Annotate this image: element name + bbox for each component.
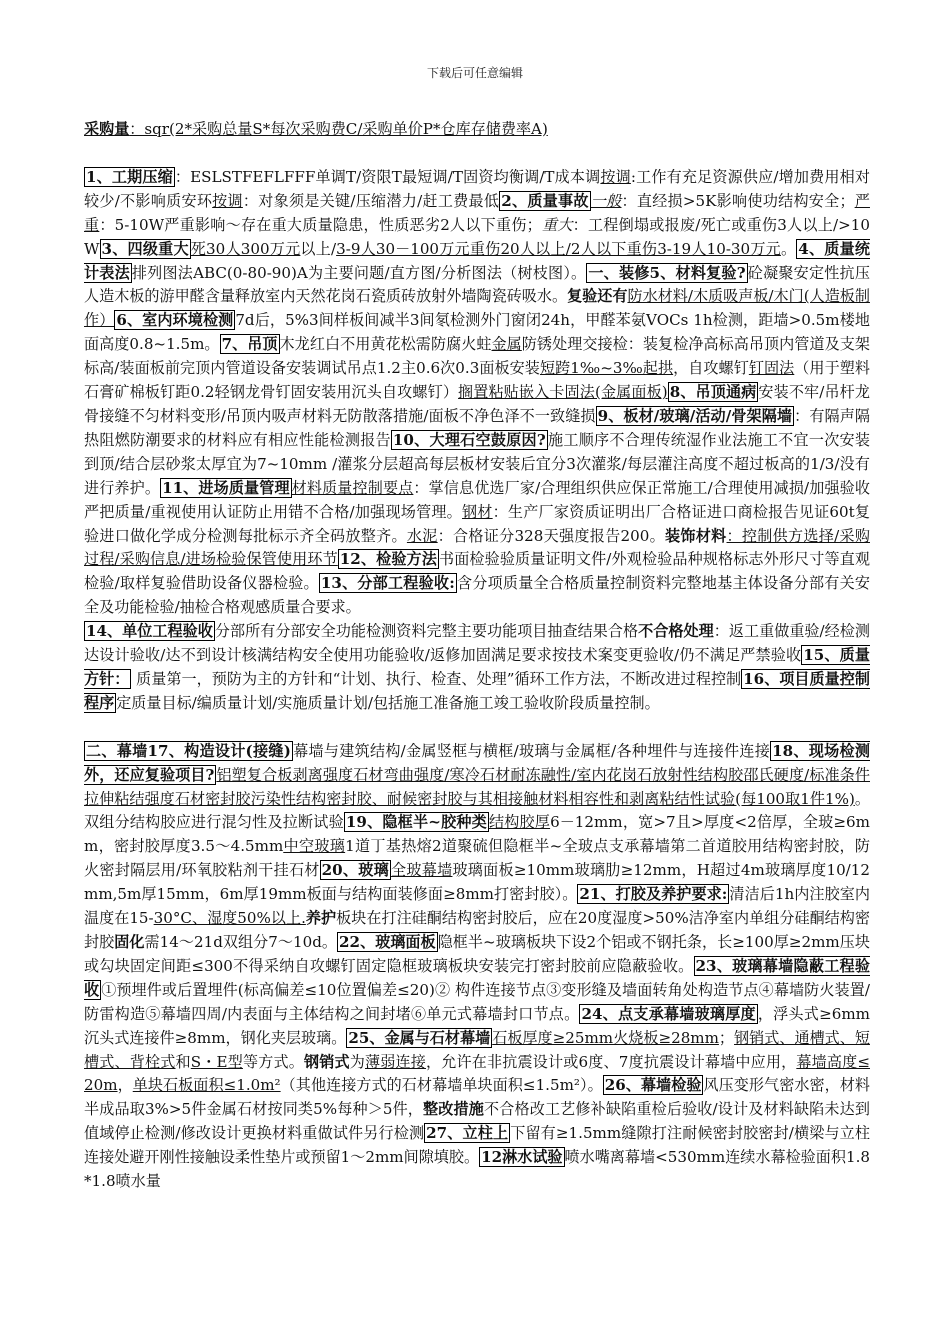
text-span: 钢销式、通槽式、短槽式、背栓式 (84, 1028, 870, 1071)
heading-point-supported-glass: 24、点支承幕墙玻璃厚度 (581, 1004, 756, 1023)
text-span: 重大 (541, 215, 573, 234)
text-span: ，允许在非抗震设计或6度、7度抗震设计幕墙中应用， (426, 1052, 797, 1071)
header-note: 下载后可任意编辑 (426, 66, 523, 80)
heading-quality-control-procedure: 16、项目质量控制程序 (84, 669, 870, 712)
paragraph-gap (84, 716, 870, 740)
text-span: ：直经损>5K影响使功结构安全； (621, 191, 855, 210)
text-span: 安装不牢/吊杆龙骨接缝不匀材料变形/吊顶内吸声材料无防散落措施/面板不净色泽不一致缝损 (84, 383, 870, 425)
text-span: 需14～21d双组分7～10d。 (144, 933, 338, 951)
text-span: ：控制供方选择/采购过程/采购信息/进场检验保管使用环节 (84, 526, 870, 569)
heading-division-acceptance: 13、分部工程验收: (320, 574, 455, 593)
text-span: 钢材 (462, 502, 493, 521)
text-span: 防锈处理交接检：装复检净高标高吊顶内管道及支架标高/装面板前完顶内管道设备安装调试吊点1.2主0.6次0.3面板安装 (84, 335, 870, 378)
text-span: ，浮头式≥6mm沉头式连接件≥8mm，钢化夹层玻璃。 (84, 1004, 870, 1047)
text-span: 防水材料/木质吸声板/木门(人造板制作） (84, 287, 870, 330)
text-span: 钢销式 (303, 1052, 350, 1071)
text-span: 。双组分结构胶应进行混匀性及拉断试验 (84, 789, 870, 832)
text-span: 复验还有 (567, 287, 628, 306)
heading-water-spray-test: 12淋水试验 (481, 1148, 563, 1167)
heading-marble-hollowing: 10、大理石空鼓原因? (392, 430, 546, 449)
text-span: 固化 (114, 933, 145, 951)
formula-label: 采购量 (84, 120, 130, 138)
heading-retest-items: 18、现场检测外，还应复验项目? (84, 741, 870, 784)
heading-glue-curing: 21、打胶及养护要求: (579, 885, 728, 904)
heading-incoming-quality: 11、进场质量管理 (162, 478, 290, 497)
heading-ceiling-defects: 8、吊顶通病 (669, 383, 757, 402)
text-span: 死30人300万元 (190, 239, 301, 258)
text-span: 幕墙与建筑结构/金属竖框与横框/玻璃与金属框/各种埋件与连接件连接 (292, 741, 771, 760)
text-span: 定质量目标/编质量计划/实施质量计划/包括施工准备施工竣工验收阶段质量控制。 (116, 693, 660, 712)
section-1-paragraph (84, 166, 870, 620)
text-span: 木龙红白不用黄花松需防腐火蛀 (279, 335, 492, 354)
text-span: 书面检验验质量证明文件/外观检验品种规格标志外形尺寸等直观检验/取样复验借助设备仪器检验。 (84, 550, 870, 593)
text-span: 等方式。 (242, 1052, 304, 1071)
text-span: 短跨1‰~3‰起拱 (539, 359, 674, 378)
text-span: 玻璃面板≥10mm玻璃肋≥12mm，H超过4m玻璃厚度10/12mm,5m厚15mm，6m厚19mm板面与结构面装修面≥8mm打密封胶）。 (84, 861, 870, 904)
text-span: 6－12mm，宽>7且>厚度<2倍厚，全玻≥6mm，密封胶厚度3.5～4.5mm (84, 813, 870, 856)
heading-concealed-works: 23、玻璃幕墙隐蔽工程验收 (84, 956, 870, 999)
text-span: 养护 (305, 909, 337, 928)
heading-schedule-compression: 1、工期压缩 (86, 167, 173, 186)
document-body (84, 118, 870, 1194)
text-span: 薄弱连接 (365, 1052, 427, 1071)
text-span: 排列图法ABC(0-80-90)A为主要问题/直方图/分析图法（树枝图）。 (131, 263, 587, 282)
heading-column: 27、立柱上 (426, 1124, 509, 1143)
text-span: 钉固法 (748, 359, 795, 378)
text-span: 和 (175, 1052, 191, 1071)
text-span: 单块石板面积≤1.0m² (132, 1076, 281, 1095)
text-span: 材料质量控制要点 (291, 478, 414, 497)
heading-metal-stone-wall: 25、金属与石材幕墙 (348, 1028, 491, 1047)
text-span: 一般 (590, 191, 622, 210)
heading-inspection-methods: 12、检验方法 (339, 550, 437, 569)
text-span: 分部所有分部安全功能检测资料完整主要功能项目抽查结果合格 (214, 622, 639, 641)
text-span: 按调 (600, 167, 631, 186)
text-span: 砼凝聚安定性抗压人造木板的游甲醛含量释放室内天然花岗石瓷质砖放射外墙陶瓷砖吸水。 (84, 263, 870, 306)
heading-indoor-environment: 6、室内环境检测 (116, 311, 234, 330)
text-span: 搁置粘贴嵌入卡固法(金属面板) (458, 383, 668, 402)
heading-quality-policy: 15、质量方针： (84, 646, 870, 688)
text-span: 7d后，5%3间样板间减半3间氡检测外门窗闭24h，甲醛苯氨VOCs 1h检测，距墙>0.5m楼地面高度0.8~1.5m。 (84, 311, 870, 354)
text-span: ：工程倒塌或报废/死亡或重伤3人以上/>10W (84, 215, 870, 258)
heading-quality-accident: 2、质量事故 (501, 191, 589, 210)
text-span: ：掌信息优选厂家/合理组织供应保正常施工/合理使用减损/加强验收严把质量/重视使用认证防止用错不合格/加强现场管理。 (84, 478, 870, 521)
text-span: 下留有≥1.5mm缝隙打注耐候密封胶密封/横梁与立柱连接处避开刚性接触设柔性垫片或预留1～2mm间隙填胶。 (84, 1124, 870, 1167)
heading-sealant-types: 19、隐框半~胶种类 (345, 813, 487, 832)
text-span: ：合格证分328天强度报告200。 (437, 526, 665, 545)
heading-curtain-wall-inspection: 26、幕墙检验 (604, 1076, 702, 1095)
text-span: 整改措施 (423, 1100, 484, 1119)
text-span: 质量第一，预防为主的方针和“计划、执行、检查、处理”循环工作方法，不断改进过程控制 (131, 669, 742, 688)
text-span: :工作有充足资源供应/增加费用相对较少/不影响质安环 (84, 167, 870, 210)
heading-partition-walls: 9、板材/玻璃/活动/骨架隔墙 (597, 406, 793, 425)
text-span: 铝塑复合板剥离强度石材弯曲强度/寒冷石材耐冻融性/室内花岗石放射性结构胶邵氏硬度/标准条件拉伸粘结强度石材密封胶污染性结构密封胶、耐候密封胶与其相接触材料相容性和剥离粘结性试验(每100取1件1%) (84, 765, 870, 808)
text-span: 金属 (491, 335, 522, 354)
text-span: 喷水嘴离幕墙<530mm连续水幕检验面积1.8*1.8喷水量 (84, 1148, 870, 1191)
text-span: ：返工重做重验/经检测达设计验收/达不到设计核满结构安全使用功能验收/返修加固满足要求按技术案变更验收/仍不满足严禁验收 (84, 622, 870, 665)
text-span: 按调 (212, 191, 243, 210)
text-span: ； (718, 1028, 735, 1047)
text-span: 水泥 (406, 526, 438, 545)
text-span: 为 (349, 1052, 366, 1071)
text-span: ：ESLSTFEFLFFF单调T/资限T最短调/T固资均衡调/T成本调 (174, 167, 601, 186)
text-span: 全玻幕墙 (391, 861, 453, 880)
text-span: 清洁后1h内注胶室内温度在15- (84, 885, 871, 928)
text-span: ：生产厂家资质证明出厂合格证进口商检报告见证60t复验进口做化学成分检测每批标示齐全码放整齐。 (84, 502, 870, 545)
text-span: 结构胶厚 (488, 813, 551, 832)
text-span: 幕墙高度≤20m (84, 1052, 870, 1095)
heading-unit-acceptance: 14、单位工程验收 (86, 622, 213, 641)
text-span: 中空玻璃 (283, 837, 346, 856)
section-2-paragraph (84, 620, 870, 716)
heading-glass-panel: 22、玻璃面板 (339, 933, 436, 951)
text-span: 板块在打注硅酮结构密封胶后，应在20度湿度>50%洁净室内单组分硅酮结构密封胶 (84, 909, 870, 951)
formula-text: ：sqr(2*采购总量S*每次采购费C/采购单价P*仓库存储费率A) (129, 120, 548, 138)
text-span: ，自攻螺钉 (673, 359, 749, 378)
text-span: 3-9人30－100万元重伤20人以上/2人以下重伤3-19人10-30万元 (336, 239, 781, 258)
text-span: ：对象须是关键/压缩潜力/赶工费最低 (242, 191, 500, 210)
text-span: 石板厚度≥25mm火烧板≥28mm (492, 1028, 719, 1047)
text-span: 不合格改工艺修补缺陷重检后验收/设计及材料缺陷未达到值域停止检测/修改设计更换材料重做试件另行检测 (84, 1100, 870, 1143)
heading-ceiling: 7、吊顶 (221, 335, 278, 354)
text-span: ：有隔声隔热阻燃防潮要求的材料应有相应性能检测报告 (84, 406, 870, 449)
formula-paragraph (84, 118, 870, 142)
heading-glass: 20、玻璃 (321, 861, 390, 880)
text-span: 1道丁基热熔2道聚硫但隐框半~全玻点支承幕墙第二首道胶用结构密封胶，防火密封隔层用/环氧胶粘剂干挂石材 (84, 837, 870, 880)
text-span: 含分项质量全合格质量控制资料完整地基主体设备分部有关安全及功能检验/抽检合格观感质量合要求。 (84, 574, 870, 617)
heading-curtain-wall-design: 二、幕墙17、构造设计(接缝) (86, 741, 291, 760)
text-span: 严重 (84, 191, 870, 234)
text-span: 施工顺序不合理传统湿作业法施工不宜一次安装到顶/结合层砂浆太厚宜为7~10mm /灌浆分层超高每层板材安装后宜分3次灌浆/每层灌注高度不超过板高的1/3/没有进行养护。 (84, 430, 870, 497)
text-span: ， (117, 1076, 133, 1095)
paragraph-gap (84, 142, 870, 166)
heading-quality-statistics: 4、质量统计表法 (84, 239, 870, 282)
text-span: 不合格处理 (638, 622, 714, 641)
text-span: （用于塑料石膏矿棉板钉距0.2轻钢龙骨钉固安装用沉头自攻螺钉） (84, 359, 870, 402)
text-span: 。 (780, 239, 797, 258)
text-span: 装饰材料 (665, 526, 727, 545)
section-3-paragraph (84, 740, 870, 1194)
text-span: ①预埋件或后置埋件(标高偏差≤10位置偏差≤20)② 构件连接节点③变形缝及墙面转角处构造节点④幕墙防火装置/防雷构造⑤幕墙四周/内表面与主体结构之间封堵⑥单元式幕墙封口节点。 (84, 980, 870, 1023)
text-span: 隐框半~玻璃板块下设2个铝或不钢托条，长≥100厚≥2mm压块或勾块固定间距≤300不得采纳自攻螺钉固定隐框玻璃板块安装完打密封胶前应隐蔽验收。 (84, 933, 870, 975)
text-span: S・E型 (190, 1052, 243, 1071)
heading-material-retest: 一、装修5、材料复验? (588, 263, 746, 282)
heading-four-level-major: 3、四级重大 (101, 239, 189, 258)
text-span: （其他连接方式的石材幕墙单块面积≤1.5m²）。 (280, 1076, 603, 1095)
text-span: 以上/ (300, 239, 337, 258)
text-span: 风压变形气密水密，材料半成品取3%>5件金属石材按同类5%每种＞5件， (84, 1076, 870, 1119)
text-span: ：5-10W严重影响～存在重大质量隐患，性质恶劣2人以下重伤； (99, 215, 542, 234)
text-span: 30°C、湿度50%以上. (153, 909, 306, 928)
